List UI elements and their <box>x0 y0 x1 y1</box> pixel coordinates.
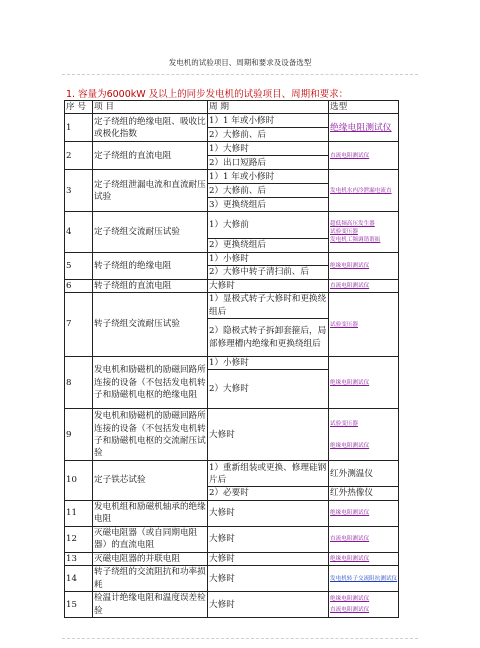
row-number: 10 <box>65 461 93 500</box>
header-selection: 选型 <box>329 101 399 114</box>
selection-link[interactable]: 绝缘电阻测试仪 <box>330 379 370 386</box>
row-item: 定子绕组的直流电阻 <box>93 142 208 170</box>
row-selection-cell <box>329 142 399 170</box>
row-selection-cell <box>329 293 399 357</box>
row-period: 1）小修时 <box>208 357 329 370</box>
selection-link[interactable]: 绝缘电阻测试仪 <box>330 122 392 133</box>
row-item: 转子绕组的交流阻抗和功率损耗 <box>94 567 206 590</box>
selection-text: 红外测温仪 <box>330 468 373 479</box>
row-item: 定子绕组的绝缘电阻、吸收比或极化指数 <box>93 114 208 142</box>
header-period: 周 期 <box>208 101 329 114</box>
table-row <box>65 279 399 292</box>
table-row <box>65 212 399 239</box>
row-number: 1 <box>65 114 93 142</box>
row-item: 转子绕组的直流电阻 <box>93 279 208 292</box>
row-number: 12 <box>65 526 93 552</box>
table-row <box>65 592 399 618</box>
row-selection-cell <box>329 357 399 409</box>
selection-link[interactable]: 直流电阻测试仪 <box>330 607 370 614</box>
table-row <box>65 252 399 265</box>
row-number: 15 <box>65 592 93 618</box>
row-selection-cell <box>329 279 399 292</box>
row-period: 大修时 <box>208 526 329 552</box>
row-selection-cell <box>329 487 399 500</box>
row-period: 大修时 <box>208 552 329 565</box>
row-period: 2）大修中转子清扫前、后 <box>208 266 329 279</box>
table-row <box>65 552 399 565</box>
row-period: 大修时 <box>208 500 329 526</box>
selection-link[interactable]: 超低频高压发生器 <box>330 221 375 228</box>
row-period: 2）大修时 <box>208 370 329 409</box>
row-number: 9 <box>65 409 93 461</box>
selection-link[interactable]: 发电机水内冷泄漏电流直 <box>330 187 392 194</box>
selection-link[interactable]: 绝缘电阻测试仪 <box>330 510 370 517</box>
selection-link[interactable]: 试验变压器 <box>330 229 358 236</box>
selection-link[interactable]: 试验变压器 <box>330 420 358 427</box>
row-item: 检温计绝缘电阻和温度误差检验 <box>94 593 206 616</box>
row-selection-cell <box>329 461 399 487</box>
row-selection-cell <box>329 170 399 212</box>
table-row <box>65 500 399 526</box>
row-period: 2）出口短路后 <box>208 156 329 170</box>
row-period: 大修时 <box>208 409 329 461</box>
row-selection-cell <box>329 552 399 565</box>
selection-link[interactable]: 直流电阻测试仪 <box>330 536 370 543</box>
row-period: 大修时 <box>208 279 329 292</box>
selection-link[interactable]: 直流电阻测试仪 <box>330 282 370 289</box>
selection-text: 红外热像仪 <box>330 488 373 499</box>
row-selection-cell <box>329 114 399 142</box>
row-item: 定子铁芯试验 <box>93 461 208 500</box>
row-period: 1）重新组装或更换、修理硅钢片后 <box>208 461 329 487</box>
row-period: 1）1 年或小修时 <box>208 114 329 128</box>
row-period: 3）更换绕组后 <box>208 198 329 212</box>
row-period: 1）显极式转子大修时和更换绕组后 <box>208 293 329 319</box>
row-number: 5 <box>65 252 93 279</box>
row-number: 6 <box>65 279 93 292</box>
row-selection-cell <box>329 592 399 618</box>
row-number: 13 <box>65 552 93 565</box>
table-row <box>65 142 399 156</box>
document-title: 发电机的试验项目、周期和要求及设备选型 <box>168 58 312 67</box>
row-period: 1）大修时 <box>208 142 329 156</box>
row-number: 8 <box>65 357 93 409</box>
row-period: 1）小修时 <box>208 252 329 265</box>
test-items-table <box>64 100 399 618</box>
selection-link[interactable]: 绝缘电阻测试仪 <box>330 596 370 603</box>
section-heading: 1. 容量为6000kW 及以上的同步发电机的试验项目、周期和要求： <box>66 89 349 100</box>
table-row <box>65 357 399 370</box>
row-item: 定子绕组泄漏电流和直流耐压试验 <box>93 170 208 212</box>
row-period: 2）隐极式转子拆卸套箍后，局部修理槽内绝缘和更换绕组后 <box>208 319 329 357</box>
selection-link[interactable]: 绝缘电阻测试仪 <box>330 262 370 269</box>
header-no: 序 号 <box>65 101 93 114</box>
row-period: 2）大修前、后 <box>208 128 329 142</box>
row-item: 发电机和励磁机的励磁回路所连接的设备（不包括发电机转子和励磁机电枢的交流耐压试验 <box>93 409 208 461</box>
row-selection-cell <box>329 212 399 252</box>
row-period: 1）大修前 <box>208 212 329 239</box>
row-item: 灭磁电阻器的并联电阻 <box>93 552 208 565</box>
row-period: 2）大修前、后 <box>208 184 329 198</box>
bottom-divider <box>62 638 418 639</box>
row-period: 2）更换绕组后 <box>208 239 329 252</box>
row-number: 3 <box>65 170 93 212</box>
row-period: 1）1 年或小修时 <box>208 170 329 184</box>
selection-link[interactable]: 绝缘电阻测试仪 <box>330 556 370 563</box>
row-item: 转子绕组交流耐压试验 <box>93 293 208 357</box>
row-number: 4 <box>65 212 93 252</box>
row-number: 7 <box>65 293 93 357</box>
row-number: 2 <box>65 142 93 170</box>
table-row <box>65 170 399 184</box>
row-number: 11 <box>65 500 93 526</box>
table-row <box>65 461 399 487</box>
row-item: 转子绕组的绝缘电阻 <box>93 252 208 279</box>
row-number: 14 <box>65 566 93 592</box>
row-item: 定子绕组交流耐压试验 <box>93 212 208 252</box>
selection-link[interactable]: 绝缘电阻测试仪 <box>330 442 370 449</box>
table-row <box>65 566 399 592</box>
selection-link[interactable]: 直流电阻测试仪 <box>330 152 370 159</box>
row-item: 发电机和励磁机的励磁回路所连接的设备（不包括发电机转子和励磁机电枢的绝缘电阻 <box>93 357 208 409</box>
table-row <box>65 293 399 319</box>
row-period: 大修时 <box>208 592 329 618</box>
top-divider <box>62 74 418 75</box>
table-row <box>65 526 399 552</box>
header-item: 项 目 <box>93 101 208 114</box>
selection-link[interactable]: 试验变压器 <box>330 321 358 328</box>
row-selection-cell <box>329 526 399 552</box>
row-selection-cell <box>329 252 399 279</box>
selection-link[interactable]: 发电机工频调谐谐振 <box>330 237 381 244</box>
selection-link[interactable]: 发电机转子交流阻抗测试仪 <box>330 575 398 582</box>
table-row <box>65 409 399 461</box>
row-selection-cell <box>329 566 399 592</box>
row-period: 大修时 <box>208 566 329 592</box>
row-selection-cell <box>329 409 399 461</box>
row-item: 发电机组和励磁机轴承的绝缘电阻 <box>94 501 206 525</box>
row-item: 灭磁电阻器（或自同期电阻器）的直流电阻 <box>93 526 208 552</box>
row-selection-cell <box>329 500 399 526</box>
table-row <box>65 114 399 128</box>
row-period: 2）必要时 <box>208 487 329 500</box>
table-header-row <box>65 101 399 114</box>
